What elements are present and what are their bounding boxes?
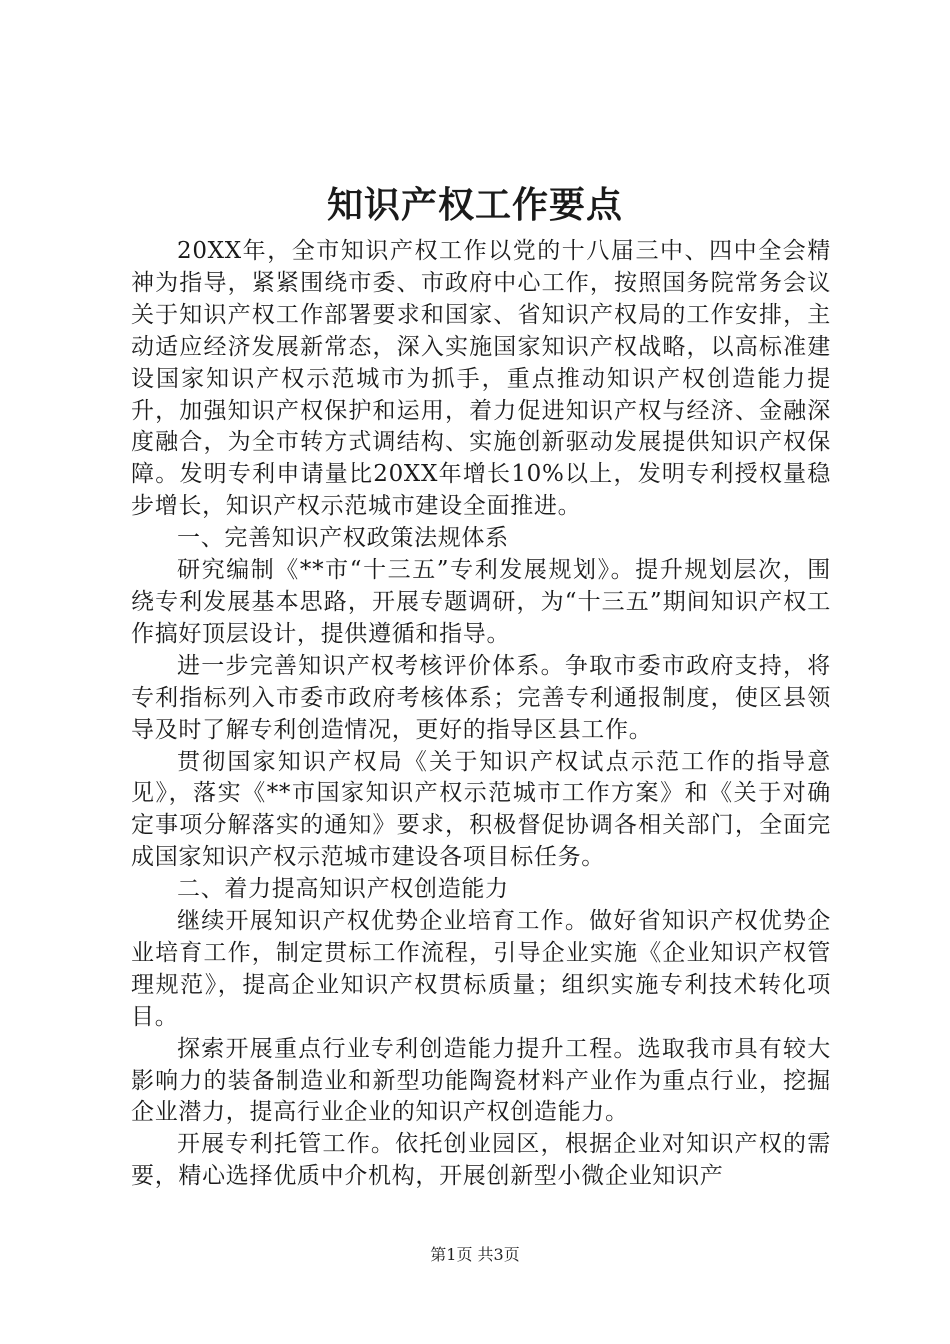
paragraph-industry: 探索开展重点行业专利创造能力提升工程。选取我市具有较大影响力的装备制造业和新型功能陶瓷材料产业作为重点行业，挖掘企业潜力，提高行业企业的知识产权创造能力。 [131, 1035, 831, 1126]
document-title: 知识产权工作要点 [326, 184, 623, 226]
page-number-footer: 第1页 共3页 [430, 1245, 520, 1264]
paragraph-custody: 开展专利托管工作。依托创业园区，根据企业对知识产权的需要，精心选择优质中介机构，开展创新型小微企业知识产 [131, 1131, 831, 1190]
paragraph-evaluation: 进一步完善知识产权考核评价体系。争取市委市政府支持，将专利指标列入市委市政府考核体系；完善专利通报制度，使区县领导及时了解专利创造情况，更好的指导区县工作。 [131, 652, 831, 743]
section-heading-2: 二、着力提高知识产权创造能力 [177, 876, 509, 903]
paragraph-implementation: 贯彻国家知识产权局《关于知识产权试点示范工作的指导意见》，落实《**市国家知识产权示范城市工作方案》和《关于对确定事项分解落实的通知》要求，积极督促协调各相关部门，全面完成国家知识产权示范城市建设各项目标任务。 [131, 748, 831, 871]
paragraph-plan: 研究编制《**市“十三五”专利发展规划》。提升规划层次，围绕专利发展基本思路，开展专题调研，为“十三五”期间知识产权工作搞好顶层设计，提供遵循和指导。 [131, 557, 831, 647]
paragraph-enterprise: 继续开展知识产权优势企业培育工作。做好省知识产权优势企业培育工作，制定贯标工作流程，引导企业实施《企业知识产权管理规范》，提高企业知识产权贯标质量；组织实施专利技术转化项目。 [131, 908, 831, 1030]
paragraph-intro: 20XX年，全市知识产权工作以党的十八届三中、四中全会精神为指导，紧紧围绕市委、市政府中心工作，按照国务院常务会议关于知识产权工作部署要求和国家、省知识产权局的工作安排，主动适应经济发展新常态，深入实施国家知识产权战略，以高标准建设国家知识产权示范城市为抓手，重点推动知识产权创造能力提升，加强知识产权保护和运用，着力促进知识产权与经济、金融深度融合，为全市转方式调结构、实施创新驱动发展提供知识产权保障。发明专利申请量比20XX年增长10%以上，发明专利授权量稳步增长，知识产权示范城市建设全面推进。 [131, 238, 831, 520]
section-heading-1: 一、完善知识产权政策法规体系 [177, 525, 509, 552]
document-body [131, 236, 831, 1193]
